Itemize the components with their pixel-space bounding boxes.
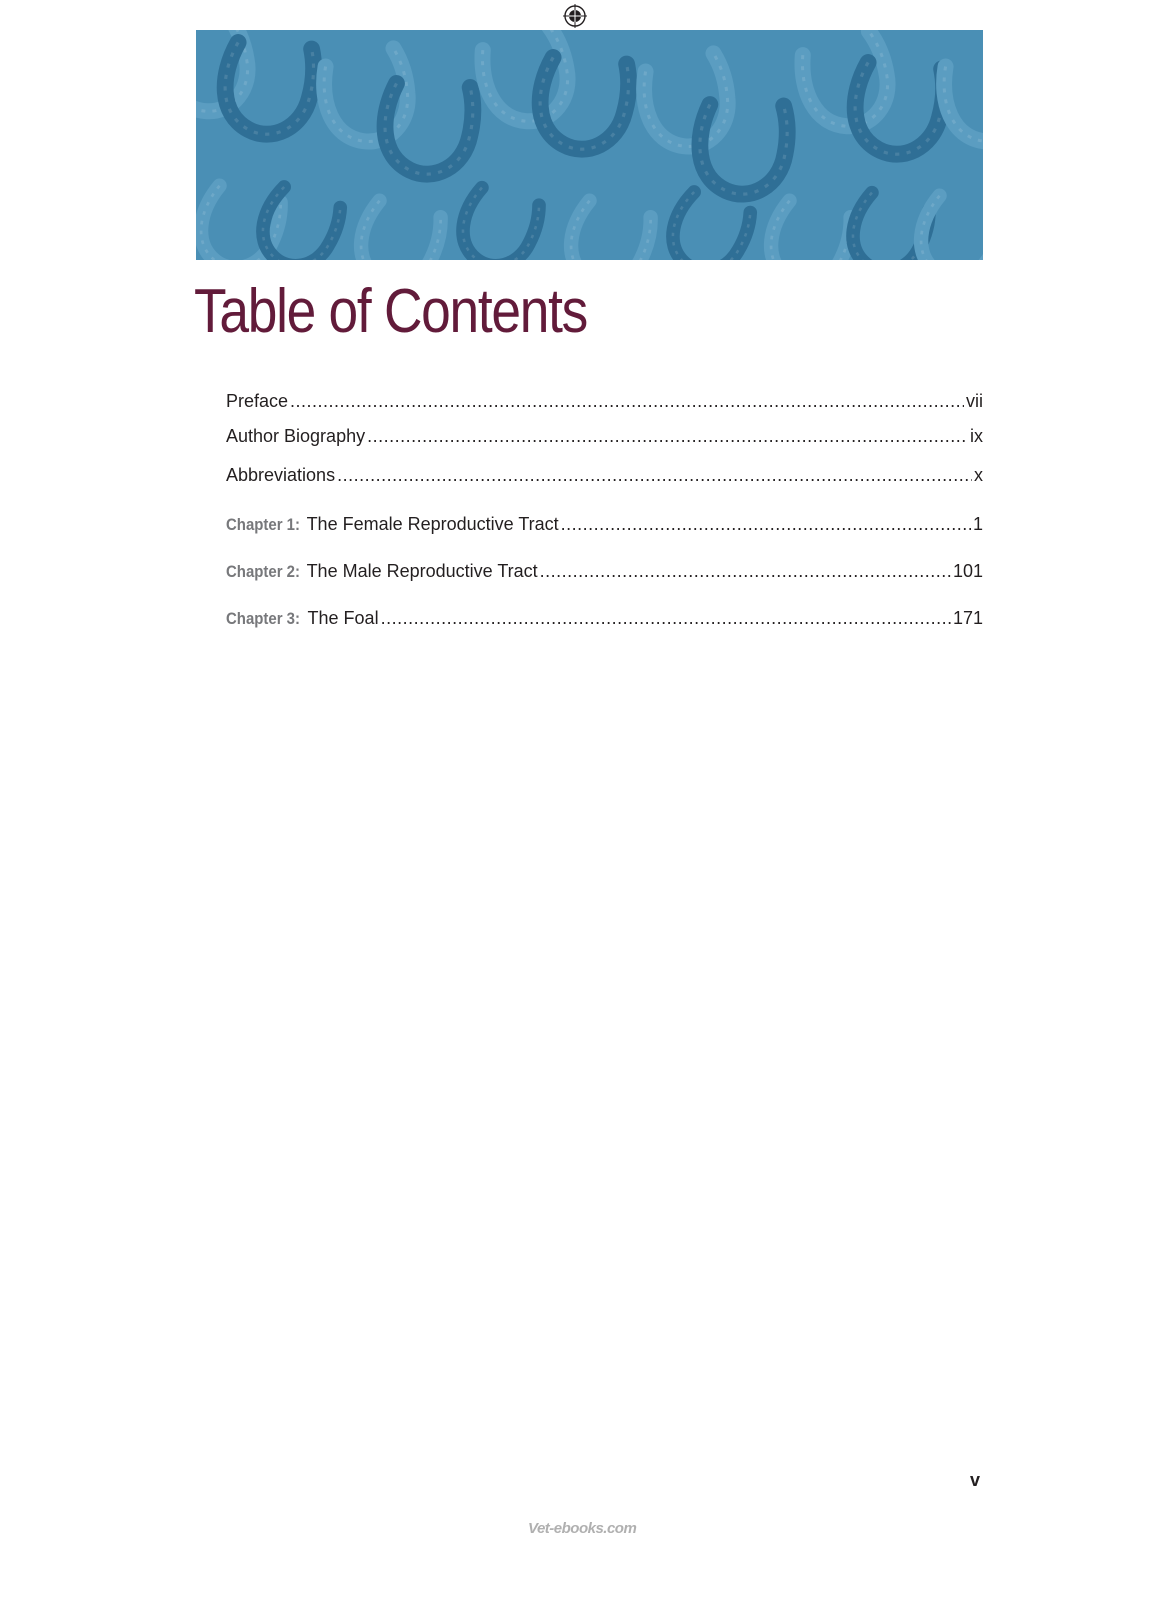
toc-entry[interactable]: [226, 425, 983, 447]
toc-entry-title: Preface: [226, 391, 289, 411]
toc-dot-leader: [290, 390, 964, 412]
horseshoe-icon: [476, 30, 578, 131]
toc-entry-title: The Female Reproductive Tract: [306, 514, 559, 534]
page-title: Table of Contents: [194, 277, 588, 346]
toc-entry[interactable]: [226, 560, 983, 583]
toc-entry[interactable]: [226, 464, 983, 486]
toc-entry-title: The Male Reproductive Tract: [306, 561, 538, 581]
horseshoe-icon: [909, 189, 983, 260]
toc-dot-leader: [367, 425, 968, 447]
horseshoe-icon: [217, 35, 318, 141]
horseshoe-icon: [639, 52, 735, 153]
horseshoe-icon: [559, 194, 656, 260]
horseshoe-icon: [847, 55, 948, 161]
toc-dot-leader: [540, 560, 951, 582]
toc-entry[interactable]: [226, 607, 983, 630]
toc-entry-title: Author Biography: [226, 426, 366, 446]
page-number: v: [970, 1470, 981, 1490]
toc-page-number: 1: [972, 514, 983, 534]
horseshoe-icon: [378, 76, 476, 179]
toc-page-number: 171: [952, 608, 983, 628]
header-banner: [196, 30, 983, 260]
toc-entry[interactable]: [226, 513, 983, 536]
toc-dot-leader: [337, 464, 972, 486]
horseshoe-pattern: [196, 30, 983, 260]
horseshoe-icon: [796, 30, 898, 136]
toc-page-number: vii: [966, 391, 983, 411]
registration-mark-icon: [562, 3, 588, 29]
toc-entry-title: Abbreviations: [226, 465, 336, 485]
horseshoe-icon: [250, 180, 345, 260]
horseshoe-icon: [349, 194, 446, 260]
toc-entry-title: The Foal: [307, 608, 379, 628]
horseshoe-icon: [319, 47, 415, 148]
toc-entry[interactable]: [226, 390, 983, 412]
horseshoe-icon: [759, 194, 856, 260]
watermark-logo: Vet-ebooks.com: [528, 1520, 637, 1537]
toc-page-number: ix: [970, 426, 983, 446]
toc-dot-leader: [561, 513, 971, 535]
toc-chapter-number: Chapter 2:: [226, 562, 300, 581]
toc-page-number: x: [974, 465, 983, 485]
toc-chapter-number: Chapter 1:: [226, 515, 300, 534]
horseshoe-icon: [939, 47, 983, 148]
toc-page-number: 101: [952, 561, 983, 581]
horseshoe-icon: [451, 181, 544, 260]
toc-dot-leader: [381, 607, 951, 629]
toc-chapter-number: Chapter 3:: [226, 609, 300, 628]
horseshoe-icon: [532, 50, 633, 156]
